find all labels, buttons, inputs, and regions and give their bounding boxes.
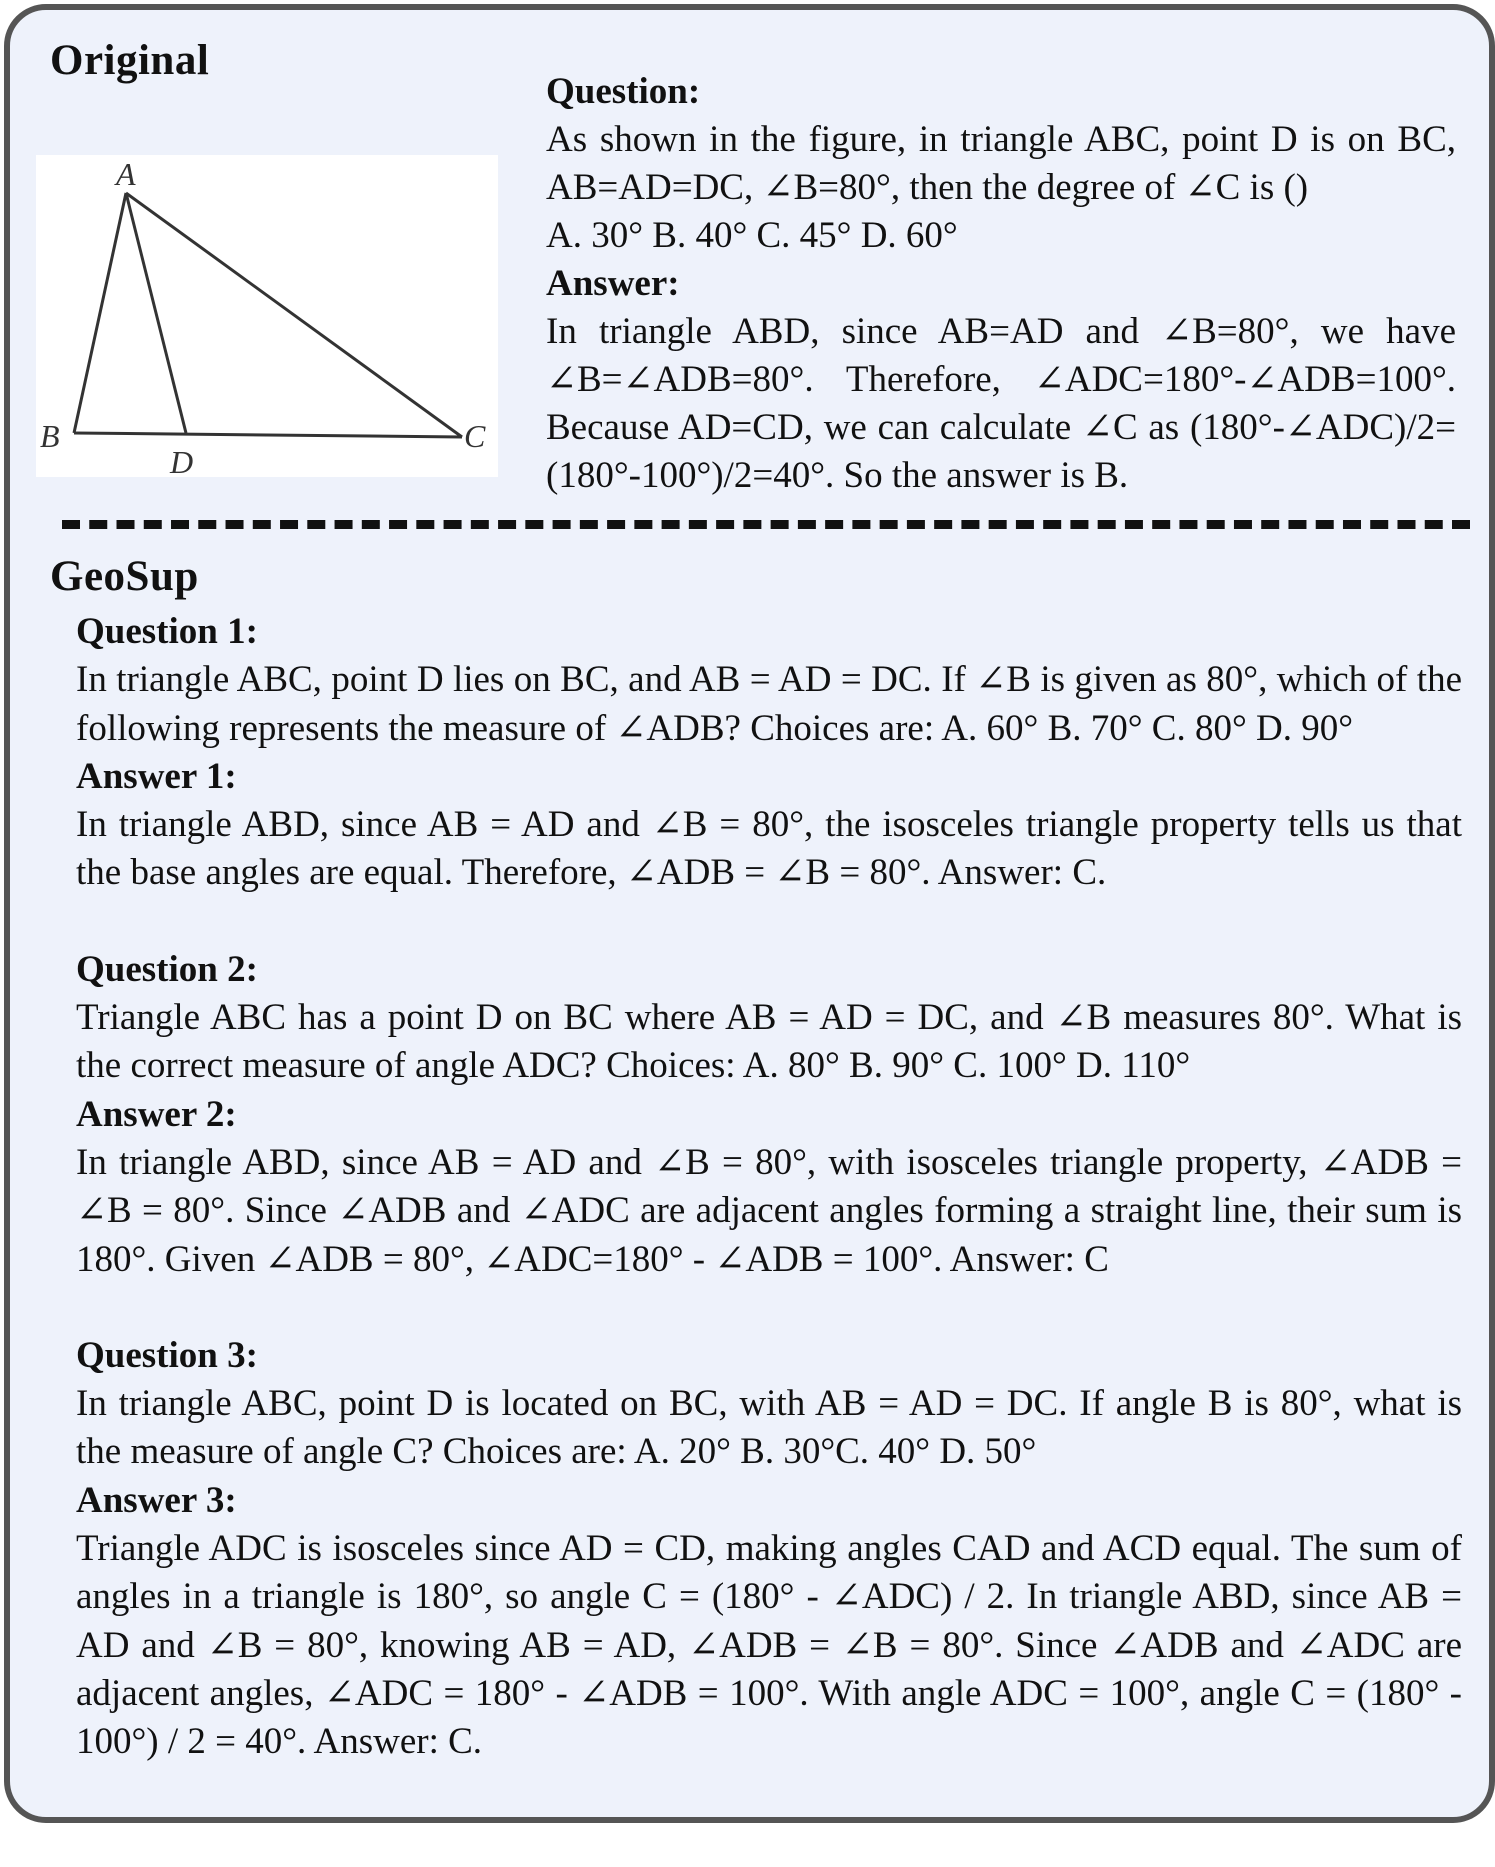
answer-1-text: In triangle ABD, since AB = AD and ∠B = 80°, the isosceles triangle property tells us that the base angles are equal. Therefore, ∠ADB = ∠B = 80°. Answer: C. <box>76 804 1462 894</box>
question-1-title: Question 1: <box>76 611 258 652</box>
answer-3-text: Triangle ADC is isosceles since AD = CD, making angles CAD and ACD equal. The sum of angles in a triangle is 180°, so angle C = (180° - ∠ADC) / 2. In triangle ABD, since AB = AD and ∠B = 80°, knowing AB = AD, ∠ADB = ∠B = 80°. Since ∠ADB and ∠ADC are adjacent angles, ∠ADC = 180° - ∠ADB = 100°. With angle ADC = 100°, angle C = (180° - 100°) / 2 = 40°. Answer: C. <box>76 1528 1462 1763</box>
original-question-text: As shown in the figure, in triangle ABC, point D is on BC, AB=AD=DC, ∠B=80°, then the degree of ∠C is () <box>546 119 1456 208</box>
question-3-title: Question 3: <box>76 1334 258 1376</box>
dashed-divider <box>62 520 1470 529</box>
question-1-text: In triangle ABC, point D lies on BC, and AB = AD = DC. If ∠B is given as 80°, which of the following represents the measure of ∠ADB? Choices are: A. 60° B. 70° C. 80° D. 90° <box>76 659 1462 749</box>
geosup-text-block <box>76 608 1462 1767</box>
spacer <box>76 898 1462 946</box>
original-answer-title: Answer: <box>546 263 680 304</box>
geosup-heading: GeoSup <box>50 553 199 600</box>
answer-2-title: Answer 2: <box>76 1093 237 1135</box>
spacer <box>76 1284 1462 1332</box>
question-2-text: Triangle ABC has a point D on BC where AB = AD = DC, and ∠B measures 80°. What is the correct measure of angle ADC? Choices: A. 80° B. 90° C. 100° D. 110° <box>76 997 1462 1087</box>
original-answer-text: In triangle ABD, since AB=AD and ∠B=80°, we have ∠B=∠ADB=80°. Therefore, ∠ADC=180°-∠ADB=100°. Because AD=CD, we can calculate ∠C as (180°-∠ADC)/2=(180°-100°)/2=40°. So the answer is B. <box>546 311 1456 496</box>
figure-card <box>4 4 1495 1823</box>
answer-3-title: Answer 3: <box>76 1479 237 1521</box>
original-question-title: Question: <box>546 71 701 112</box>
question-2-title: Question 2: <box>76 948 258 990</box>
triangle-figure <box>36 155 498 477</box>
original-heading: Original <box>50 37 210 84</box>
segment-ab <box>74 193 126 433</box>
label-c: C <box>464 418 486 454</box>
answer-2-text: In triangle ABD, since AB = AD and ∠B = 80°, with isosceles triangle property, ∠ADB = ∠B = 80°. Since ∠ADB and ∠ADC are adjacent angles forming a straight line, their sum is 180°. Given ∠ADB = 80°, ∠ADC=180° - ∠ADB = 100°. Answer: C <box>76 1141 1462 1280</box>
label-b: B <box>40 418 60 454</box>
original-choices: A. 30° B. 40° C. 45° D. 60° <box>546 215 958 256</box>
segment-bc <box>74 433 462 437</box>
label-a: A <box>116 156 136 192</box>
question-3-text: In triangle ABC, point D is located on BC, with AB = AD = DC. If angle B is 80°, what is the measure of angle C? Choices are: A. 20° B. 30°C. 40° D. 50° <box>76 1383 1462 1473</box>
label-d: D <box>170 444 194 477</box>
answer-1-title: Answer 1: <box>76 755 237 797</box>
original-text-block <box>546 68 1456 500</box>
